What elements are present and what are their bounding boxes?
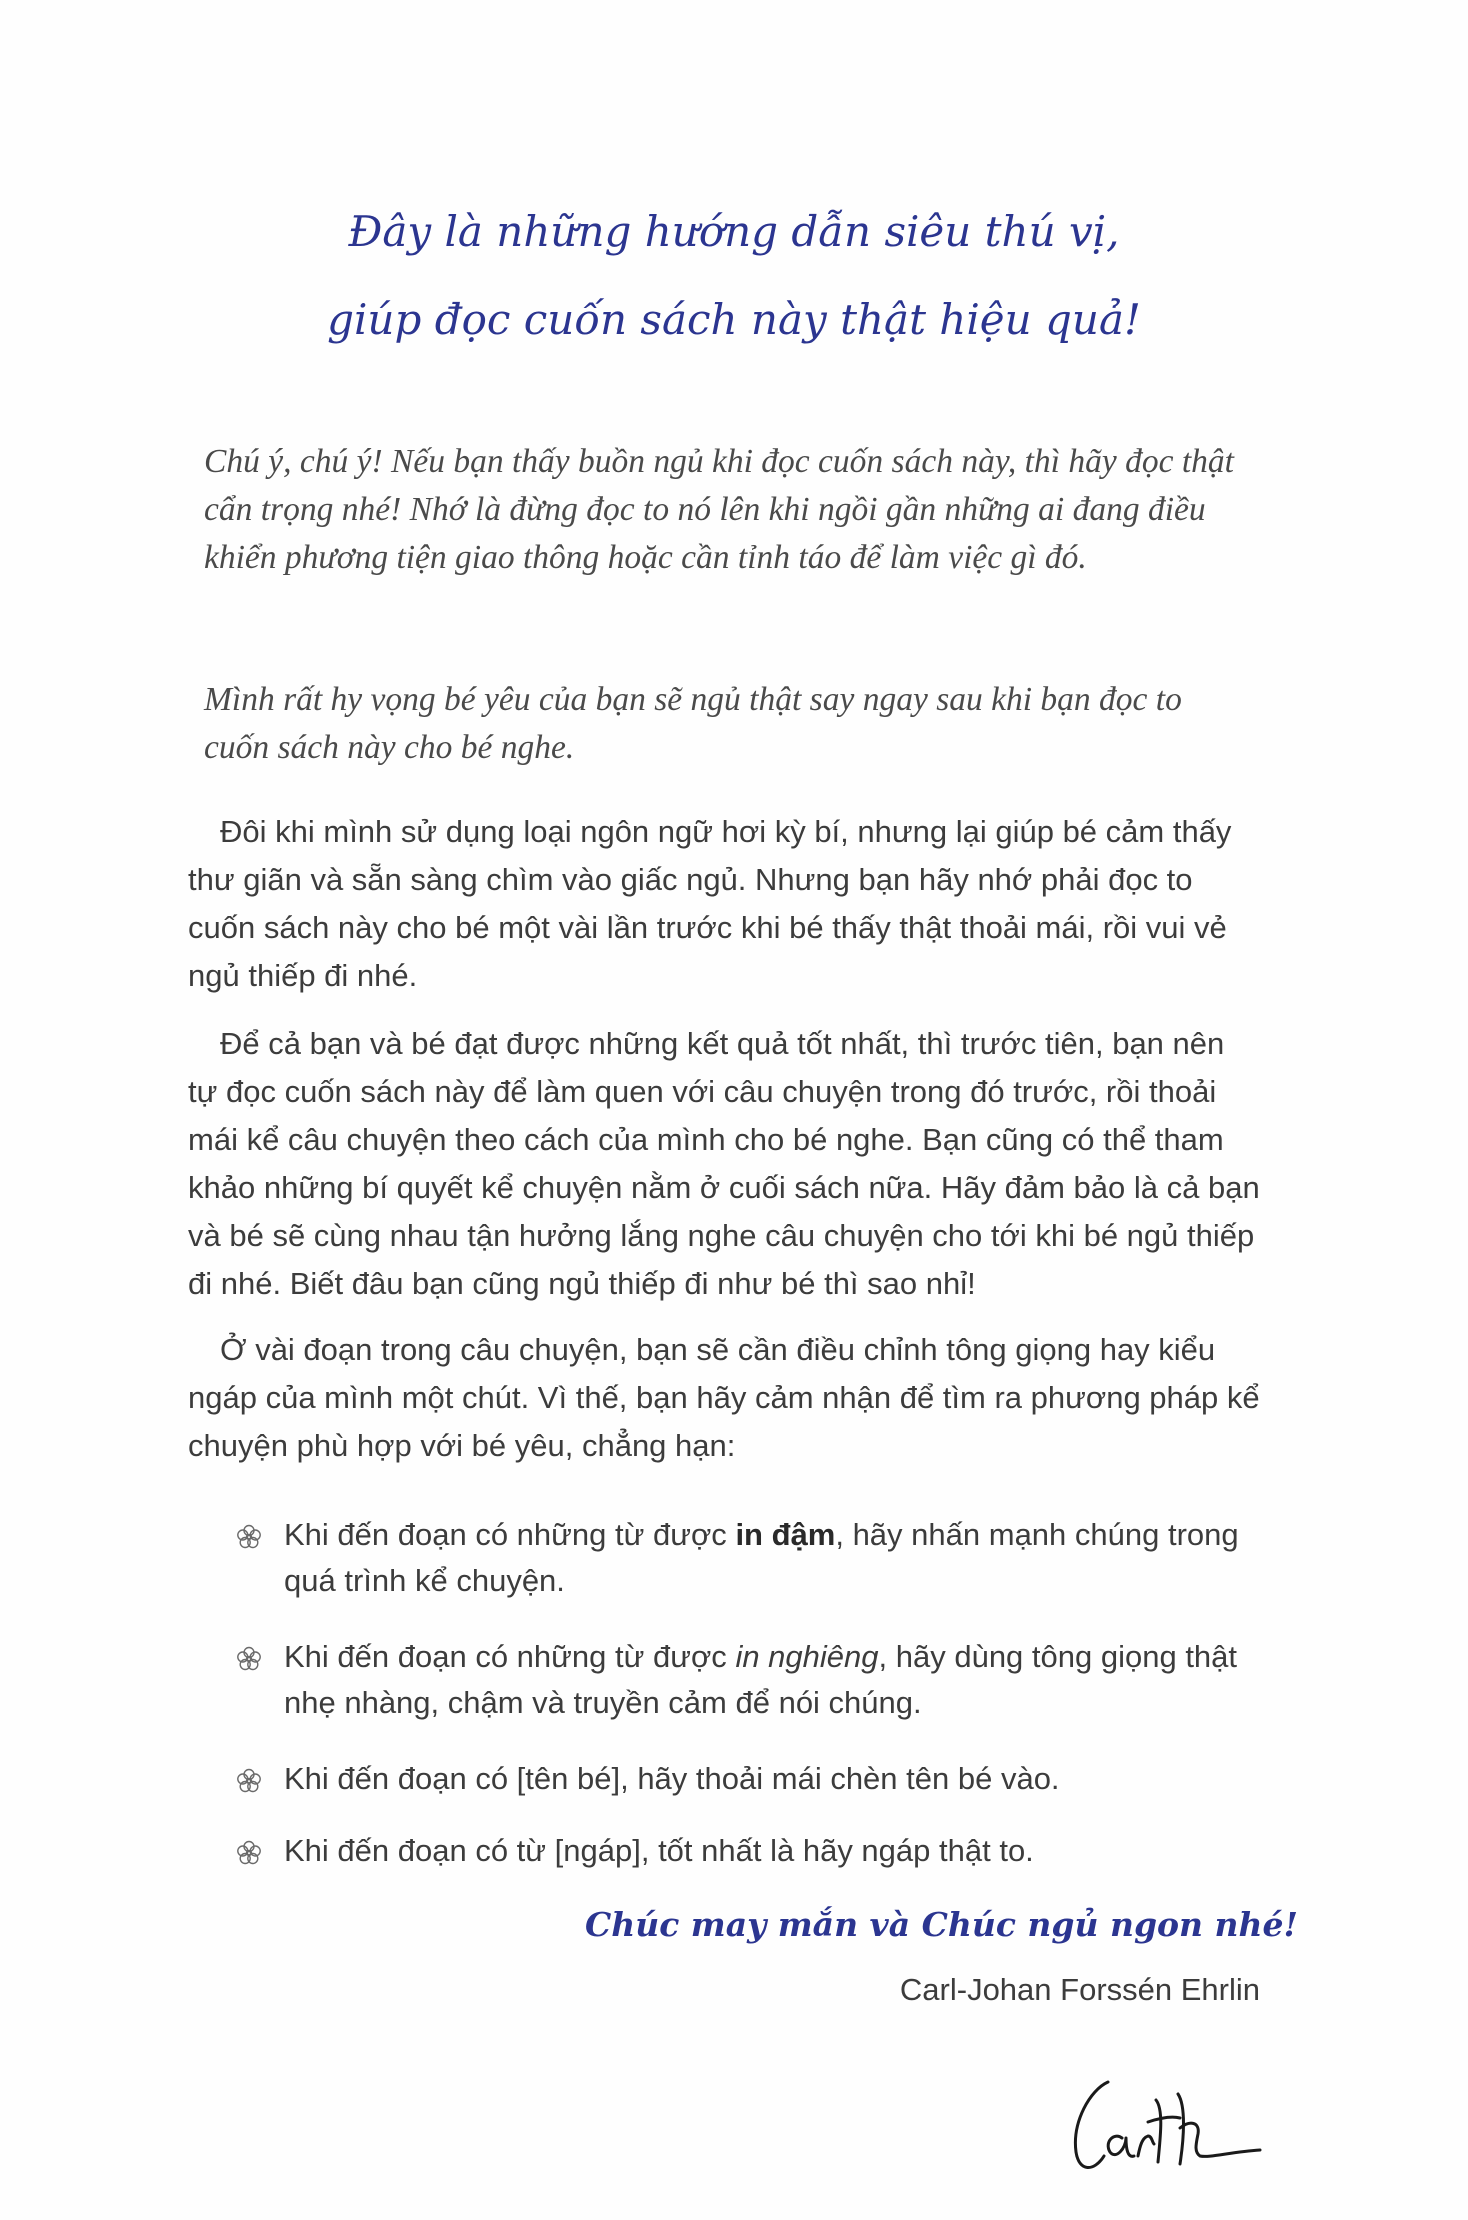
closing-wish: Chúc may mắn và Chúc ngủ ngon nhé! [584, 1905, 1298, 1944]
page-heading [0, 188, 1468, 364]
bullet-4-text: Khi đến đoạn có từ [ngáp], tốt nhất là hãy ngáp thật to. [284, 1833, 1034, 1868]
list-item-italic [236, 1634, 1266, 1726]
flower-outline-icon [236, 1840, 262, 1866]
paragraph-best-results: Để cả bạn và bé đạt được những kết quả tốt nhất, thì trước tiên, bạn nên tự đọc cuốn sách này để làm quen với câu chuyện trong đó trước, rồi thoải mái kể câu chuyện theo cách của mình cho bé nghe. Bạn cũng có thể tham khảo những bí quyết kể chuyện nằm ở cuối sách nữa. Hãy đảm bảo là cả bạn và bé sẽ cùng nhau tận hưởng lắng nghe câu chuyện cho tới khi bé ngủ thiếp đi nhé. Biết đâu bạn cũng ngủ thiếp đi như bé thì sao nhỉ! [188, 1026, 1260, 1301]
author-signature [1060, 2060, 1290, 2180]
flower-outline-icon [236, 1646, 262, 1672]
heading-line-1: Đây là những hướng dẫn siêu thú vị, [348, 207, 1120, 256]
heading-line-2: giúp đọc cuốn sách này thật hiệu quả! [327, 295, 1141, 344]
bullet-1-text-start: Khi đến đoạn có những từ được [284, 1517, 736, 1552]
flower-outline-icon [236, 1524, 262, 1550]
paragraph-tone-adjust: Ở vài đoạn trong câu chuyện, bạn sẽ cần điều chỉnh tông giọng hay kiểu ngáp của mình một chút. Vì thế, bạn hãy cảm nhận để tìm ra phương pháp kể chuyện phù hợp với bé yêu, chẳng hạn: [188, 1332, 1260, 1463]
bullet-2-text-start: Khi đến đoạn có những từ được [284, 1639, 736, 1674]
author-name: Carl-Johan Forssén Ehrlin [899, 1972, 1260, 2007]
list-item-bold [236, 1512, 1266, 1604]
bullet-3-text: Khi đến đoạn có [tên bé], hãy thoải mái chèn tên bé vào. [284, 1761, 1060, 1796]
list-item-child-name [236, 1756, 1266, 1802]
list-item-yawn [236, 1828, 1266, 1874]
bullet-1-text-end: , hãy nhấn mạnh chúng trong quá trình kể chuyện. [284, 1517, 1239, 1598]
flower-outline-icon [236, 1768, 262, 1794]
bullet-1-bold-term: in đậm [735, 1517, 836, 1552]
hope-note: Mình rất hy vọng bé yêu của bạn sẽ ngủ thật say ngay sau khi bạn đọc to cuốn sách này cho bé nghe. [204, 681, 1182, 766]
bullet-2-text-end: , hãy dùng tông giọng thật nhẹ nhàng, chậm và truyền cảm để nói chúng. [284, 1639, 1238, 1720]
warning-note: Chú ý, chú ý! Nếu bạn thấy buồn ngủ khi đọc cuốn sách này, thì hãy đọc thật cẩn trọng nhé! Nhớ là đừng đọc to nó lên khi ngồi gần những ai đang điều khiển phương tiện giao thông hoặc cần tỉnh táo để làm việc gì đó. [204, 443, 1234, 576]
paragraph-language: Đôi khi mình sử dụng loại ngôn ngữ hơi kỳ bí, nhưng lại giúp bé cảm thấy thư giãn và sẵn sàng chìm vào giấc ngủ. Nhưng bạn hãy nhớ phải đọc to cuốn sách này cho bé một vài lần trước khi bé thấy thật thoải mái, rồi vui vẻ ngủ thiếp đi nhé. [188, 814, 1232, 993]
bullet-2-italic-term: in nghiêng [735, 1639, 879, 1674]
